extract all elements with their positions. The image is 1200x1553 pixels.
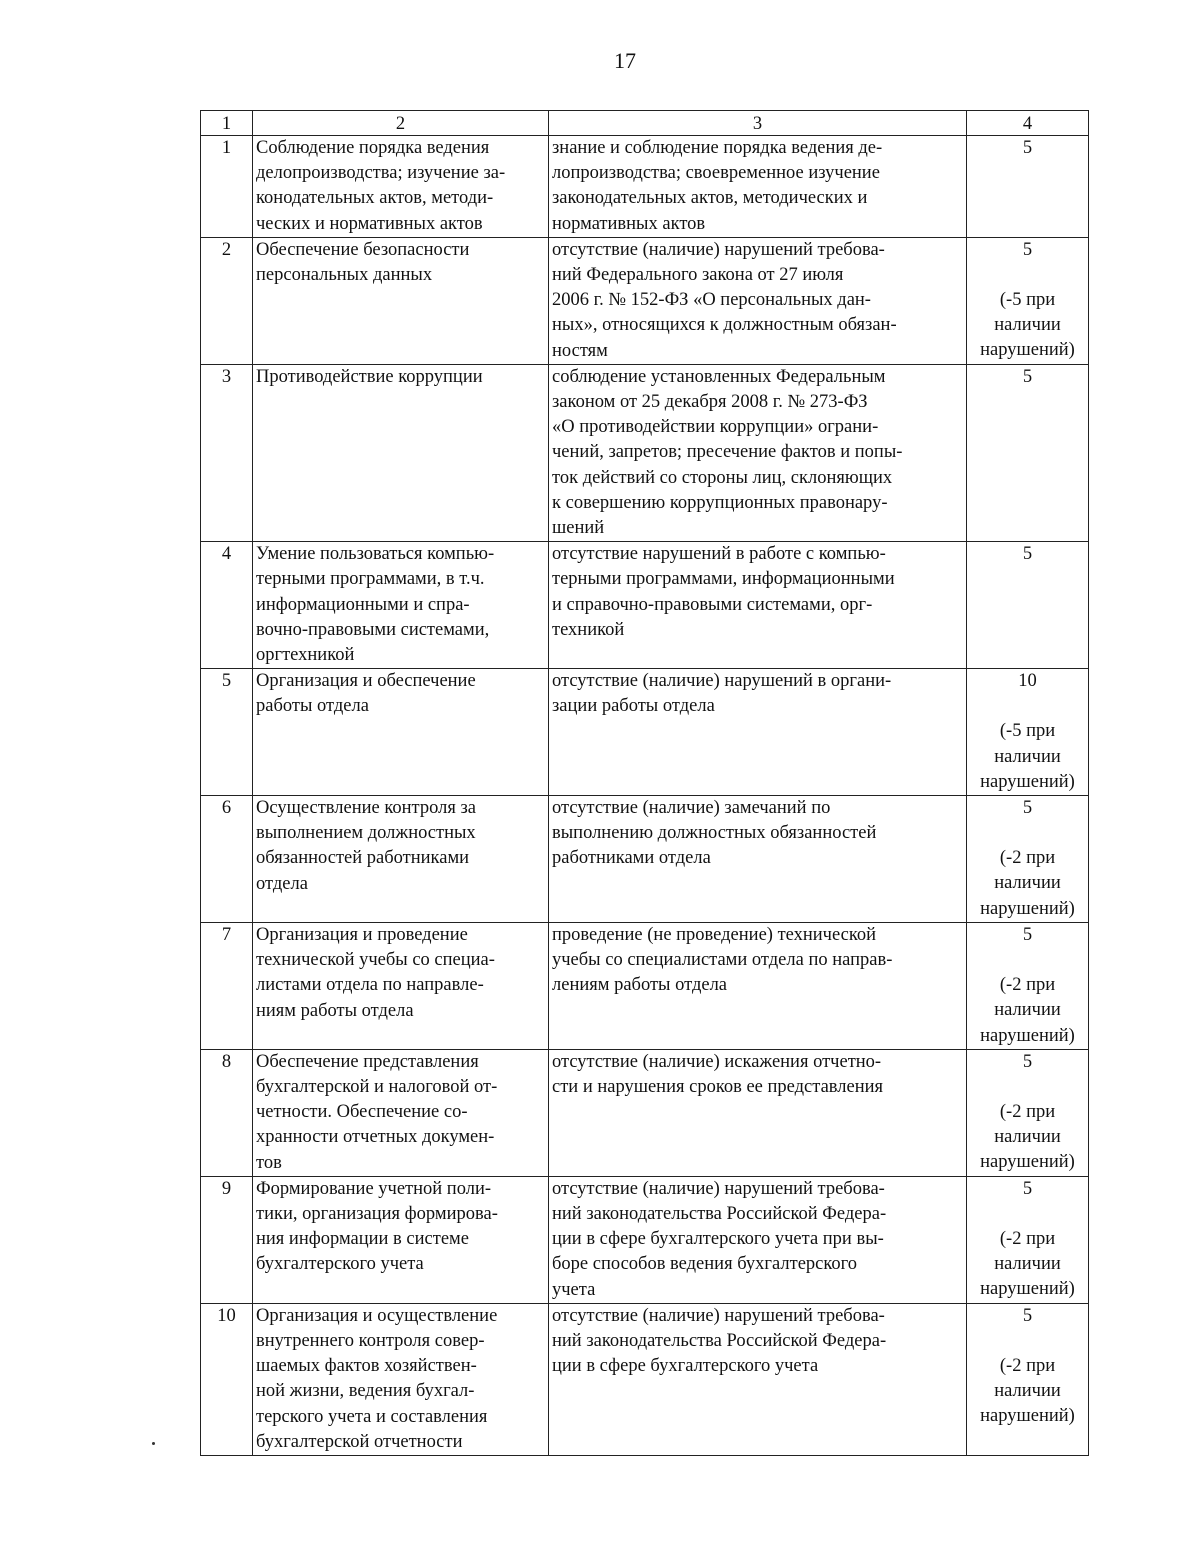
score-cell [967,542,1089,669]
table-row [201,1049,1089,1176]
points-value: 5 [1022,798,1033,819]
points-value: 5 [1022,138,1033,158]
indicator-cell: отсутствие (наличие) замечаний по выполнению должностных обязанностей работниками отдела [549,796,967,923]
points-value: 5 [1022,366,1033,387]
column-header-3: 3 [549,111,967,136]
score-cell [967,1049,1089,1176]
score-cell [967,237,1089,364]
row-number: 1 [201,136,253,238]
row-number: 7 [201,922,253,1049]
score-cell [967,136,1089,238]
page-number: 17 [614,48,636,73]
criterion-cell: Организация и обеспечение работы отдела [253,669,549,796]
score-cell [967,922,1089,1049]
table-row [201,136,1089,238]
indicator-cell: знание и соблюдение порядка ведения де- лопроизводства; своевременное изучение законодательных актов, методических и нормативных актов [549,136,967,238]
row-number: 4 [201,542,253,669]
penalty-note: (-2 при наличии нарушений) [980,848,1075,919]
penalty-note: (-2 при наличии нарушений) [980,1355,1075,1427]
row-number: 5 [201,669,253,796]
score-cell [967,1176,1089,1303]
criterion-cell: Осуществление контроля за выполнением должностных обязанностей работниками отдела [253,796,549,923]
penalty-note: (-5 при наличии нарушений) [980,290,1075,361]
penalty-note: (-2 при наличии нарушений) [980,1101,1075,1173]
table-row [201,669,1089,796]
indicator-cell: отсутствие (наличие) нарушений требова- ний законодательства Российской Федера- ции в сфере бухгалтерского учета [549,1303,967,1455]
table-row [201,796,1089,923]
row-number: 10 [201,1303,253,1455]
table-row [201,542,1089,669]
criterion-cell: Обеспечение представления бухгалтерской и налоговой от- четности. Обеспечение со- хранности отчетных докумен- тов [253,1049,549,1176]
points-value: 10 [1018,671,1037,692]
table-row [201,364,1089,541]
score-cell [967,364,1089,541]
row-number: 2 [201,237,253,364]
row-number: 6 [201,796,253,923]
points-value: 5 [1022,1178,1033,1199]
criterion-cell: Обеспечение безопасности персональных данных [253,237,549,364]
points-value: 5 [1022,924,1033,945]
row-number: 9 [201,1176,253,1303]
criterion-cell: Противодействие коррупции [253,364,549,541]
score-cell [967,796,1089,923]
points-value: 5 [1022,1051,1033,1072]
table-header-row [201,111,1089,136]
criterion-cell: Организация и проведение технической учебы со специа- листами отдела по направле- ниям работы отдела [253,922,549,1049]
penalty-note: (-2 при наличии нарушений) [980,975,1075,1046]
criterion-cell: Формирование учетной поли- тики, организация формирова- ния информации в системе бухгалтерского учета [253,1176,549,1303]
indicator-cell: отсутствие (наличие) нарушений в органи- зации работы отдела [549,669,967,796]
indicator-cell: отсутствие (наличие) нарушений требова- ний Федерального закона от 27 июля 2006 г. № 152-ФЗ «О персональных дан- ных», относящихся к должностным обязан- ностям [549,237,967,364]
table-row [201,237,1089,364]
indicator-cell: соблюдение установленных Федеральным законом от 25 декабря 2008 г. № 273-ФЗ «О противодействии коррупции» ограни- чений, запретов; пресечение фактов и попы- ток действий со стороны лиц, склоняющих к совершению коррупционных правонару- шений [549,364,967,541]
row-number: 8 [201,1049,253,1176]
table-row [201,1176,1089,1303]
criterion-cell: Организация и осуществление внутреннего контроля совер- шаемых фактов хозяйствен- ной жизни, ведения бухгал- терского учета и составления бухгалтерской отчетности [253,1303,549,1455]
criterion-cell: Умение пользоваться компью- терными программами, в т.ч. информационными и спра- вочно-правовыми системами, оргтехникой [253,542,549,669]
indicator-cell: проведение (не проведение) технической учебы со специалистами отдела по направ- лениям работы отдела [549,922,967,1049]
indicator-cell: отсутствие нарушений в работе с компью- терными программами, информационными и справочно-правовыми системами, орг- техникой [549,542,967,669]
points-value: 5 [1022,1305,1033,1326]
row-number: 3 [201,364,253,541]
table-row [201,922,1089,1049]
penalty-note: (-2 при наличии нарушений) [980,1228,1075,1300]
column-header-1: 1 [201,111,253,136]
table-row [201,1303,1089,1455]
points-value: 5 [1022,239,1033,260]
column-header-4: 4 [967,111,1089,136]
points-value: 5 [1022,544,1033,565]
scan-dot [152,1442,155,1445]
criterion-cell: Соблюдение порядка ведения делопроизводства; изучение за- конодательных актов, методи- ческих и нормативных актов [253,136,549,238]
column-header-2: 2 [253,111,549,136]
score-cell [967,669,1089,796]
indicator-cell: отсутствие (наличие) нарушений требова- ний законодательства Российской Федера- ции в сфере бухгалтерского учета при вы- боре способов ведения бухгалтерского учета [549,1176,967,1303]
penalty-note: (-5 при наличии нарушений) [980,721,1075,792]
indicator-cell: отсутствие (наличие) искажения отчетно- сти и нарушения сроков ее представления [549,1049,967,1176]
score-cell [967,1303,1089,1455]
criteria-table [200,110,1089,1456]
table-body [201,136,1089,1456]
